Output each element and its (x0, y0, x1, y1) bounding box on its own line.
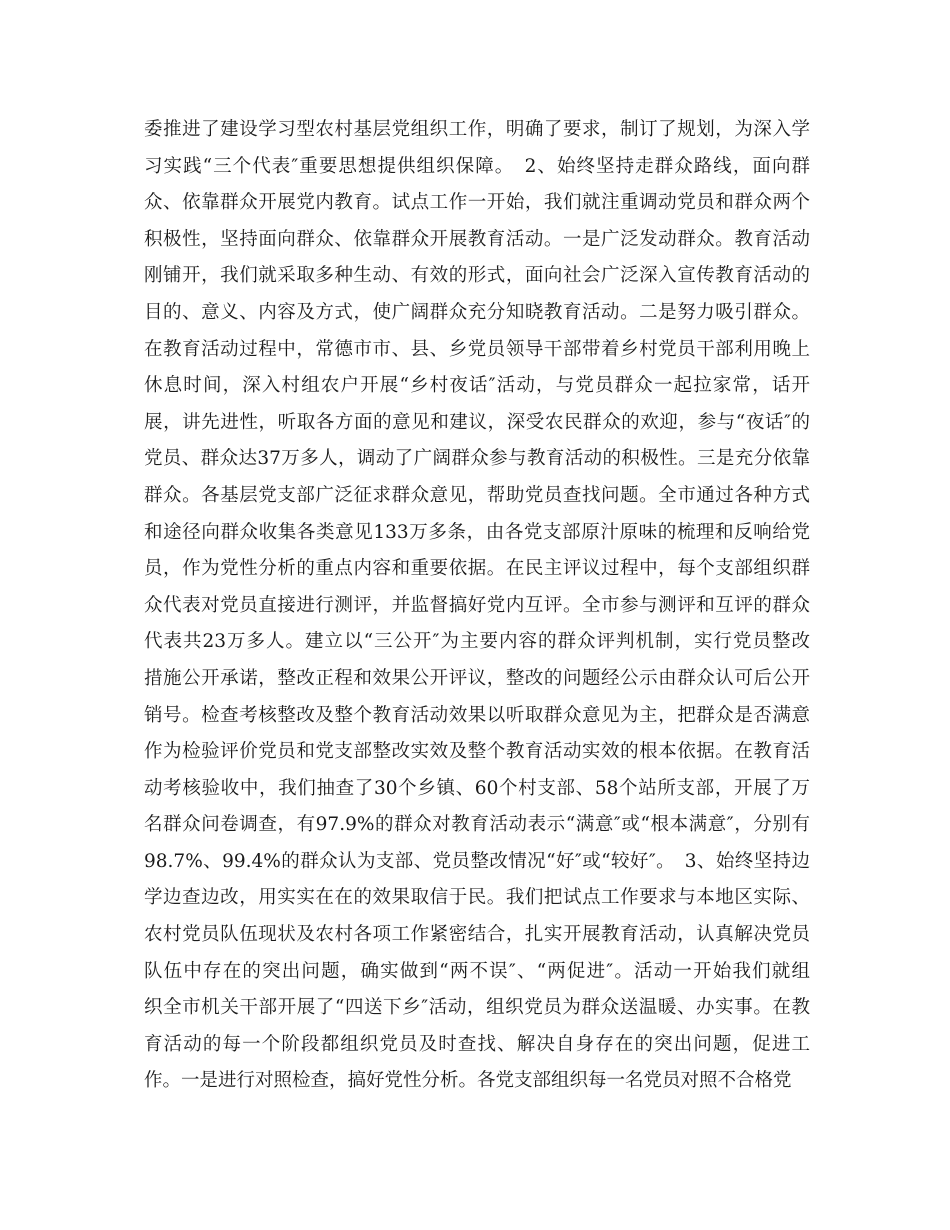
text-line: 刚铺开，我们就采取多种生动、有效的形式，面向社会广泛深入宣传教育活动的 (144, 265, 810, 287)
text-line: 众、依靠群众开展党内教育。试点工作一开始，我们就注重调动党员和群众两个 (144, 192, 810, 214)
text-line: 群众。各基层党支部广泛征求群众意见，帮助党员查找问题。全市通过各种方式 (144, 484, 810, 506)
text-line: 名群众问卷调查，有97.9%的群众对教育活动表示“满意″或“根本满意″，分别有 (144, 814, 810, 836)
text-line: 展，讲先进性，听取各方面的意见和建议，深受农民群众的欢迎，参与“夜话″的 (144, 411, 810, 433)
text-line: 党员、群众达37万多人，调动了广阔群众参与教育活动的积极性。三是充分依靠 (144, 448, 810, 470)
text-line: 98.7%、99.4%的群众认为支部、党员整改情况“好″或“较好″。 3、始终坚持边 (144, 850, 810, 872)
text-line: 措施公开承诺，整改正程和效果公开评议，整改的问题经公示由群众认可后公开 (144, 667, 810, 689)
text-line: 队伍中存在的突出问题，确实做到“两不误″、“两促进″。活动一开始我们就组 (144, 960, 810, 982)
text-line: 农村党员队伍现状及农村各项工作紧密结合，扎实开展教育活动，认真解决党员 (144, 924, 810, 946)
text-line: 众代表对党员直接进行测评，并监督搞好党内互评。全市参与测评和互评的群众 (144, 594, 810, 616)
text-line: 育活动的每一个阶段都组织党员及时查找、解决自身存在的突出问题，促进工 (144, 1033, 810, 1055)
text-line: 习实践“三个代表″重要思想提供组织保障。 2、始终坚持走群众路线，面向群 (144, 155, 810, 177)
text-line: 目的、意义、内容及方式，使广阔群众充分知晓教育活动。二是努力吸引群众。 (144, 301, 810, 323)
text-line: 学边查边改，用实实在在的效果取信于民。我们把试点工作要求与本地区实际、 (144, 887, 810, 909)
text-line: 作。一是进行对照检查，搞好党性分析。各党支部组织每一名党员对照不合格党 (144, 1070, 792, 1092)
text-line: 和途径向群众收集各类意见133万多条，由各党支部原汁原味的梳理和反响给党 (144, 521, 810, 543)
text-line: 代表共23万多人。建立以“三公开″为主要内容的群众评判机制，实行党员整改 (144, 631, 810, 653)
text-line: 在教育活动过程中，常德市市、县、乡党员领导干部带着乡村党员干部利用晚上 (144, 338, 810, 360)
text-line: 员，作为党性分析的重点内容和重要依据。在民主评议过程中，每个支部组织群 (144, 558, 810, 580)
text-line: 销号。检查考核整改及整个教育活动效果以听取群众意见为主，把群众是否满意 (144, 704, 810, 726)
body-text (144, 112, 810, 1100)
text-line: 委推进了建设学习型农村基层党组织工作，明确了要求，制订了规划，为深入学 (144, 119, 810, 140)
text-line: 作为检验评价党员和党支部整改实效及整个教育活动实效的根本依据。在教育活 (144, 741, 810, 763)
text-line: 织全市机关干部开展了“四送下乡″活动，组织党员为群众送温暖、办实事。在教 (144, 997, 810, 1019)
text-line: 积极性，坚持面向群众、依靠群众开展教育活动。一是广泛发动群众。教育活动 (144, 228, 810, 250)
text-line: 休息时间，深入村组农户开展“乡村夜话″活动，与党员群众一起拉家常，话开 (144, 375, 810, 397)
text-line: 动考核验收中，我们抽查了30个乡镇、60个村支部、58个站所支部，开展了万 (144, 777, 810, 799)
